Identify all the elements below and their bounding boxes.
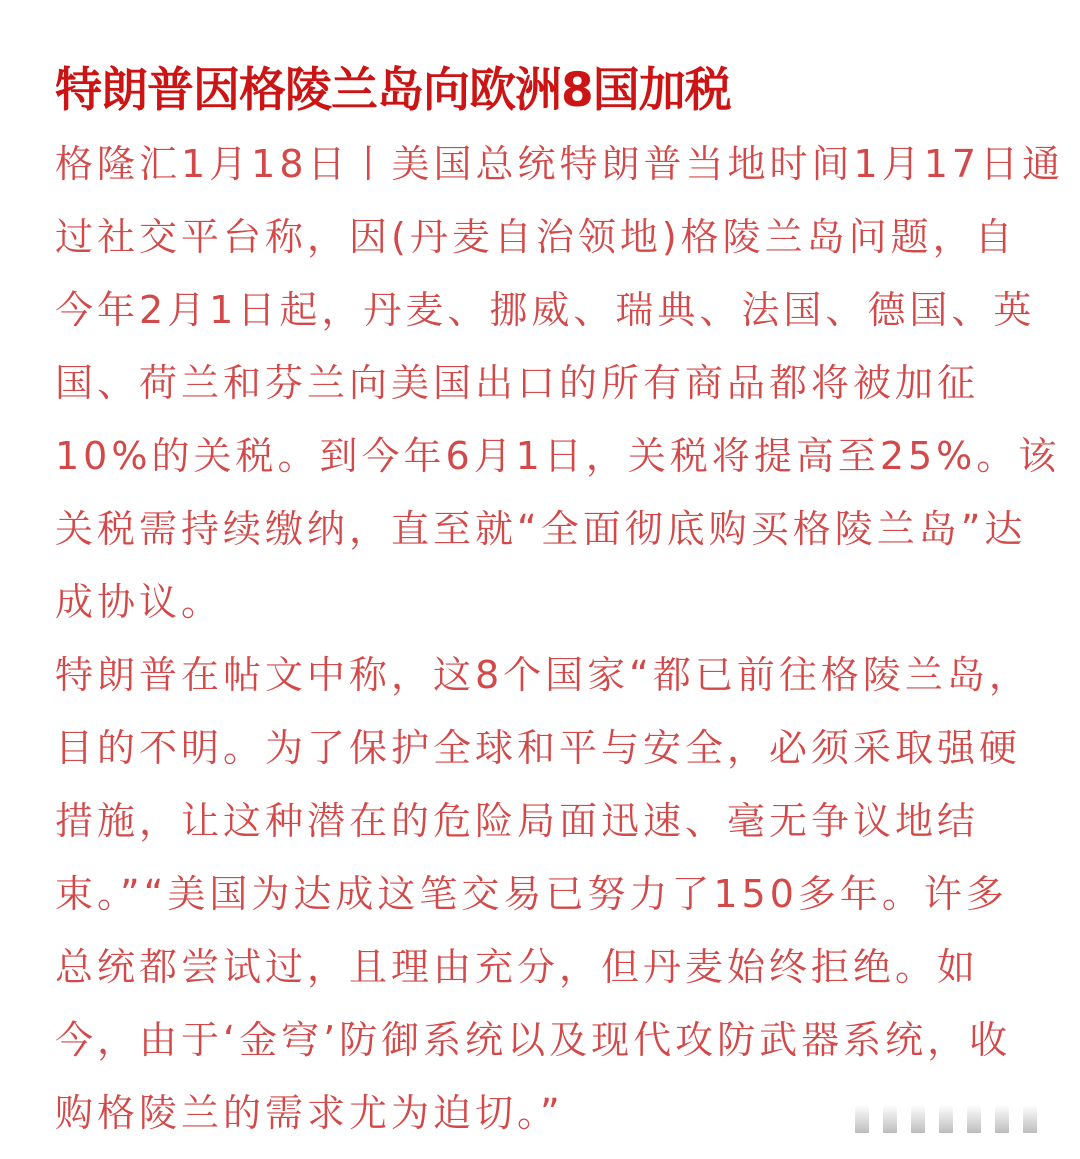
article-title: 特朗普因格陵兰岛向欧洲8国加税 [55, 63, 731, 119]
article-body [55, 128, 1065, 1150]
text-line: 国、荷兰和芬兰向美国出口的所有商品都将被加征 [55, 361, 980, 405]
text-line: 过社交平台称，因(丹麦自治领地)格陵兰岛问题，自 [55, 215, 1017, 259]
text-line: 10%的关税。到今年6月1日，关税将提高至25%。该 [55, 434, 1061, 478]
text-line: 目的不明。为了保护全球和平与安全，必须采取强硬 [55, 726, 1022, 770]
paragraph-1 [55, 128, 1065, 639]
text-line: 关税需持续缴纳，直至就“全面彻底购买格陵兰岛”达 [55, 507, 1027, 551]
text-line: 今年2月1日起，丹麦、挪威、瑞典、法国、德国、英 [55, 288, 1036, 332]
text-line: 总统都尝试过，且理由充分，但丹麦始终拒绝。如 [55, 945, 980, 989]
text-line: 束。”“美国为达成这笔交易已努力了150多年。许多 [55, 872, 1008, 916]
text-line: 格隆汇1月18日丨美国总统特朗普当地时间1月17日通 [55, 142, 1065, 186]
faint-watermark [855, 1105, 1055, 1135]
text-line: 特朗普在帖文中称，这8个国家“都已前往格陵兰岛， [55, 653, 1031, 697]
text-line: 购格陵兰的需求尤为迫切。” [55, 1091, 564, 1135]
text-line: 措施，让这种潜在的危险局面迅速、毫无争议地结 [55, 799, 980, 843]
text-line: 成协议。 [55, 580, 224, 624]
paragraph-2 [55, 639, 1055, 1150]
text-line: 今，由于‘金穹’防御系统以及现代攻防武器系统，收 [55, 1018, 1012, 1062]
